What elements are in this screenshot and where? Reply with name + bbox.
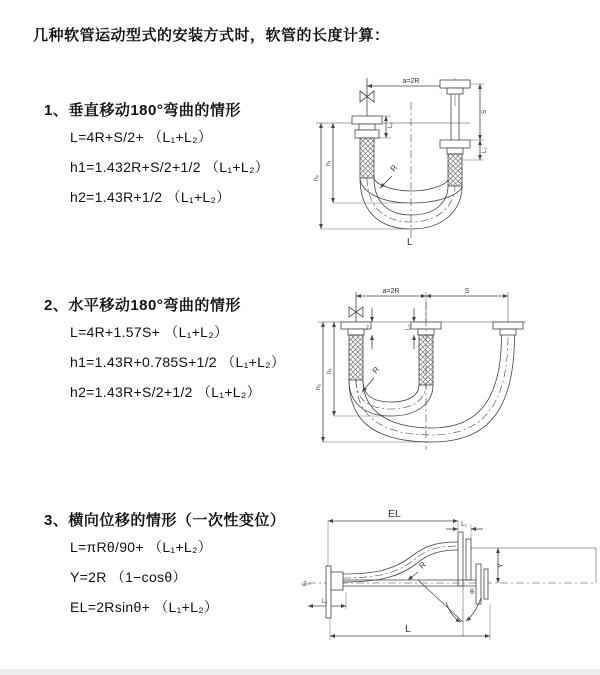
right-flange <box>476 564 488 604</box>
dim-label-l1: L₁ <box>388 122 394 128</box>
dim-label-h1: h₁ <box>325 160 332 166</box>
dim-label-l1: L₁ <box>364 324 370 330</box>
dim-label-l2: L₂ <box>406 324 412 330</box>
valve-icon <box>360 78 374 116</box>
page-title: 几种软管运动型式的安装方式时，软管的长度计算： <box>33 27 390 44</box>
formula-line: Y=2R （1−cosθ） <box>70 569 187 585</box>
dim-label-l2: L₂ <box>461 522 467 528</box>
hose-braid-left <box>360 138 374 178</box>
dim-label-theta: θ <box>470 589 474 596</box>
left-pipe-flange <box>352 116 382 138</box>
dim-label-h1: h₁ <box>326 368 333 374</box>
formula-line: L=4R+S/2+ （L₁+L₂） <box>70 129 213 145</box>
dim-label-l: L <box>405 623 411 635</box>
dim-label-r: R <box>417 559 428 571</box>
right-pipe-flange <box>493 322 523 335</box>
dim-label-a2r: a=2R <box>402 78 420 85</box>
hose-braid-left <box>349 335 363 380</box>
centerline-symbol: Z <box>303 582 307 588</box>
section-1 <box>44 100 269 212</box>
formula-line: L=πRθ/90+ （L₁+L₂） <box>70 539 213 555</box>
diagram-vertical-180-bend <box>308 66 588 251</box>
dim-label-l: L <box>407 237 413 248</box>
dim-label-y: Y <box>498 563 505 568</box>
formula-line: h1=1.43R+0.785S+1/2 （L₁+L₂） <box>70 354 286 370</box>
hose-braid-right <box>448 154 462 186</box>
dim-label-s: S <box>481 109 488 114</box>
section-2-heading: 2、水平移动180°弯曲的情形 <box>44 297 241 314</box>
section-3-heading: 3、横向位移的情形（一次性变位） <box>44 512 286 529</box>
formula-line: h2=1.43R+1/2 （L₁+L₂） <box>70 189 231 205</box>
dim-label-r: R <box>388 163 400 174</box>
dim-label-l2: L₂ <box>482 147 488 153</box>
section-3 <box>44 510 285 622</box>
formula-line: L=4R+1.57S+ （L₁+L₂） <box>70 324 229 340</box>
diagram-lateral-displacement <box>300 496 600 666</box>
formula-line: EL=2Rsinθ+ （L₁+L₂） <box>70 599 219 615</box>
page-edge <box>0 669 600 675</box>
valve-icon <box>349 292 363 322</box>
right-pipe-flange <box>440 80 470 154</box>
dim-label-r: R <box>370 365 382 376</box>
dim-label-h2: h₂ <box>315 383 322 390</box>
dim-label-h2: h₂ <box>313 174 320 181</box>
dim-label-s: S <box>464 288 470 295</box>
upper-flange <box>458 532 471 586</box>
dim-label-a2r: a=2R <box>382 288 400 295</box>
dim-label-l1: L₁ <box>322 599 328 605</box>
section-1-heading: 1、垂直移动180°弯曲的情形 <box>44 102 241 119</box>
formula-line: h2=1.43R+S/2+1/2 （L₁+L₂） <box>70 384 261 400</box>
formula-line: h1=1.432R+S/2+1/2 （L₁+L₂） <box>70 159 270 175</box>
s-curve-hose <box>343 542 458 582</box>
section-2 <box>44 295 285 407</box>
left-flange <box>326 566 343 618</box>
diagram-horizontal-180-bend <box>308 282 593 462</box>
dim-label-el: EL <box>388 508 401 520</box>
